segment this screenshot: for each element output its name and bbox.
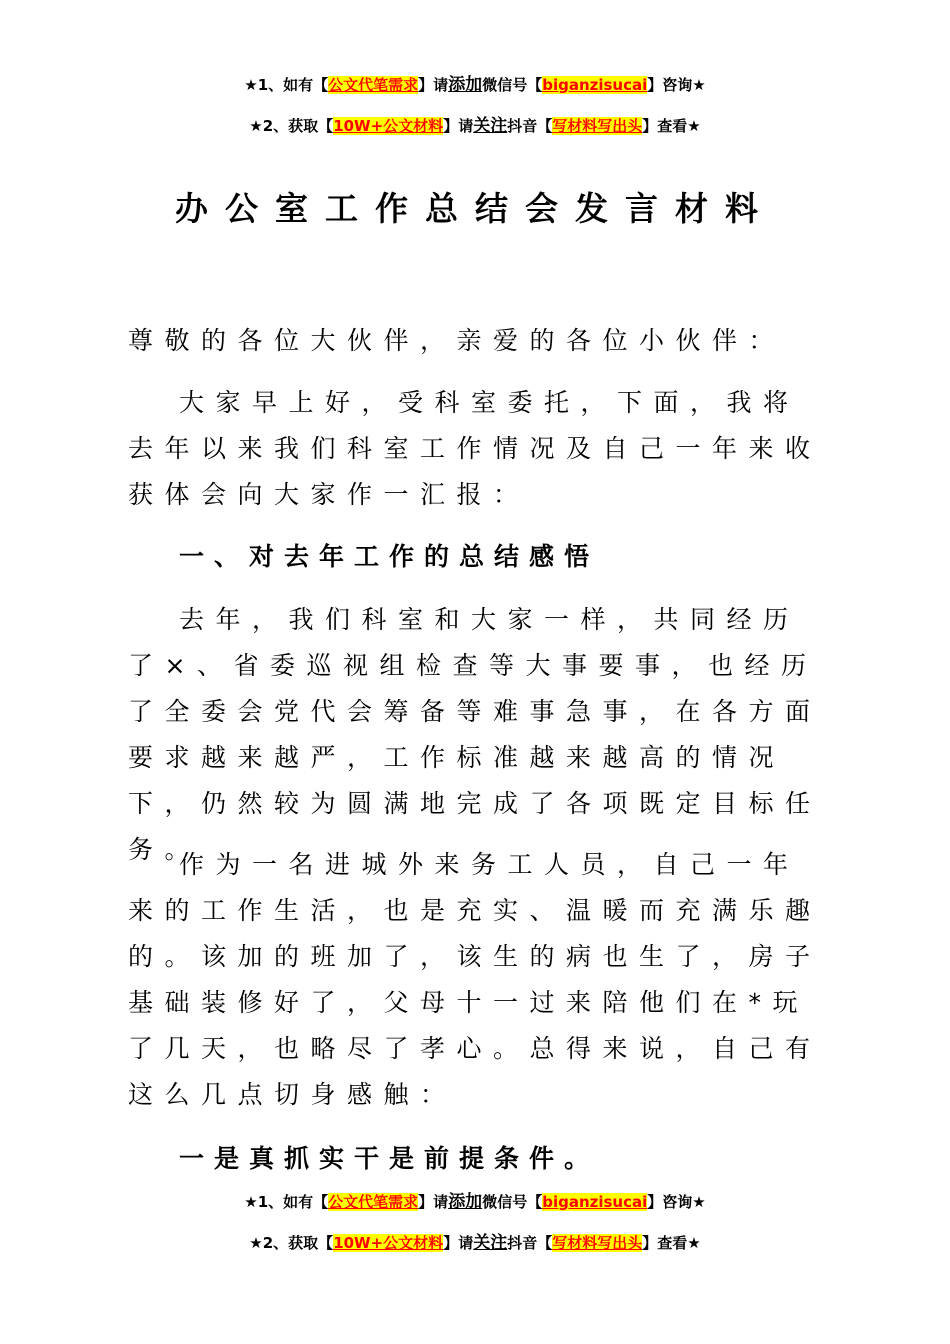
ad-highlight: 10W+公文材料 <box>333 1234 444 1252</box>
paragraph-intro: 大家早上好，受科室委托，下面，我将去年以来我们科室工作情况及自己一年来收获体会向大家作一汇报： <box>128 388 822 509</box>
ad-text: 】查看★ <box>642 1234 701 1252</box>
ad-underline: 添加 <box>448 1192 483 1212</box>
ad-text: 】请 <box>418 1193 449 1211</box>
ad-line-1 <box>0 70 950 95</box>
ad-text: 】请 <box>443 1234 474 1252</box>
ad-text: ★1、如有【 <box>244 76 329 94</box>
ad-line-2 <box>0 111 950 136</box>
ad-underline: 添加 <box>448 75 483 95</box>
document-title: 办公室工作总结会发言材料 <box>175 189 775 228</box>
ad-text: 】查看★ <box>642 117 701 135</box>
subheading-1: 一是真抓实干是前提条件。 <box>179 1144 600 1173</box>
ad-text: 微信号【 <box>482 1193 543 1211</box>
ad-highlight: 写材料写出头 <box>552 1234 643 1252</box>
ad-underline: 关注 <box>473 116 508 136</box>
ad-text: 】请 <box>443 117 474 135</box>
ad-text: 微信号【 <box>482 76 543 94</box>
paragraph-personal: 作为一名进城外来务工人员，自己一年来的工作生活，也是充实、温暖而充满乐趣的。该加的班加了，该生的病也生了，房子基础装修好了，父母十一过来陪他们在*玩了几天，也略尽了孝心。总得来说，自己有这么几点切身感触： <box>128 850 822 1109</box>
ad-highlight: biganzisucai <box>542 1193 648 1211</box>
ad-text: 抖音【 <box>507 1234 553 1252</box>
ad-text: 抖音【 <box>507 117 553 135</box>
ad-highlight: biganzisucai <box>542 76 648 94</box>
section-heading-1: 一、对去年工作的总结感悟 <box>179 542 600 571</box>
ad-highlight: 公文代笔需求 <box>328 1193 419 1211</box>
ad-text: ★2、获取【 <box>249 117 334 135</box>
ad-text: ★2、获取【 <box>249 1234 334 1252</box>
ad-line-4 <box>0 1228 950 1253</box>
ad-text: ★1、如有【 <box>244 1193 329 1211</box>
ad-highlight: 10W+公文材料 <box>333 117 444 135</box>
ad-text: 】咨询★ <box>647 1193 706 1211</box>
paragraph-summary: 去年，我们科室和大家一样，共同经历了×、省委巡视组检查等大事要事，也经历了全委会党代会筹备等难事急事，在各方面要求越来越严，工作标准越来越高的情况下，仍然较为圆满地完成了各项既定目标任务。 <box>128 605 822 864</box>
ad-text: 】咨询★ <box>647 76 706 94</box>
ad-highlight: 公文代笔需求 <box>328 76 419 94</box>
ad-highlight: 写材料写出头 <box>552 117 643 135</box>
ad-underline: 关注 <box>473 1233 508 1253</box>
ad-text: 】请 <box>418 76 449 94</box>
salutation: 尊敬的各位大伙伴，亲爱的各位小伙伴： <box>128 326 786 355</box>
ad-line-3 <box>0 1187 950 1212</box>
